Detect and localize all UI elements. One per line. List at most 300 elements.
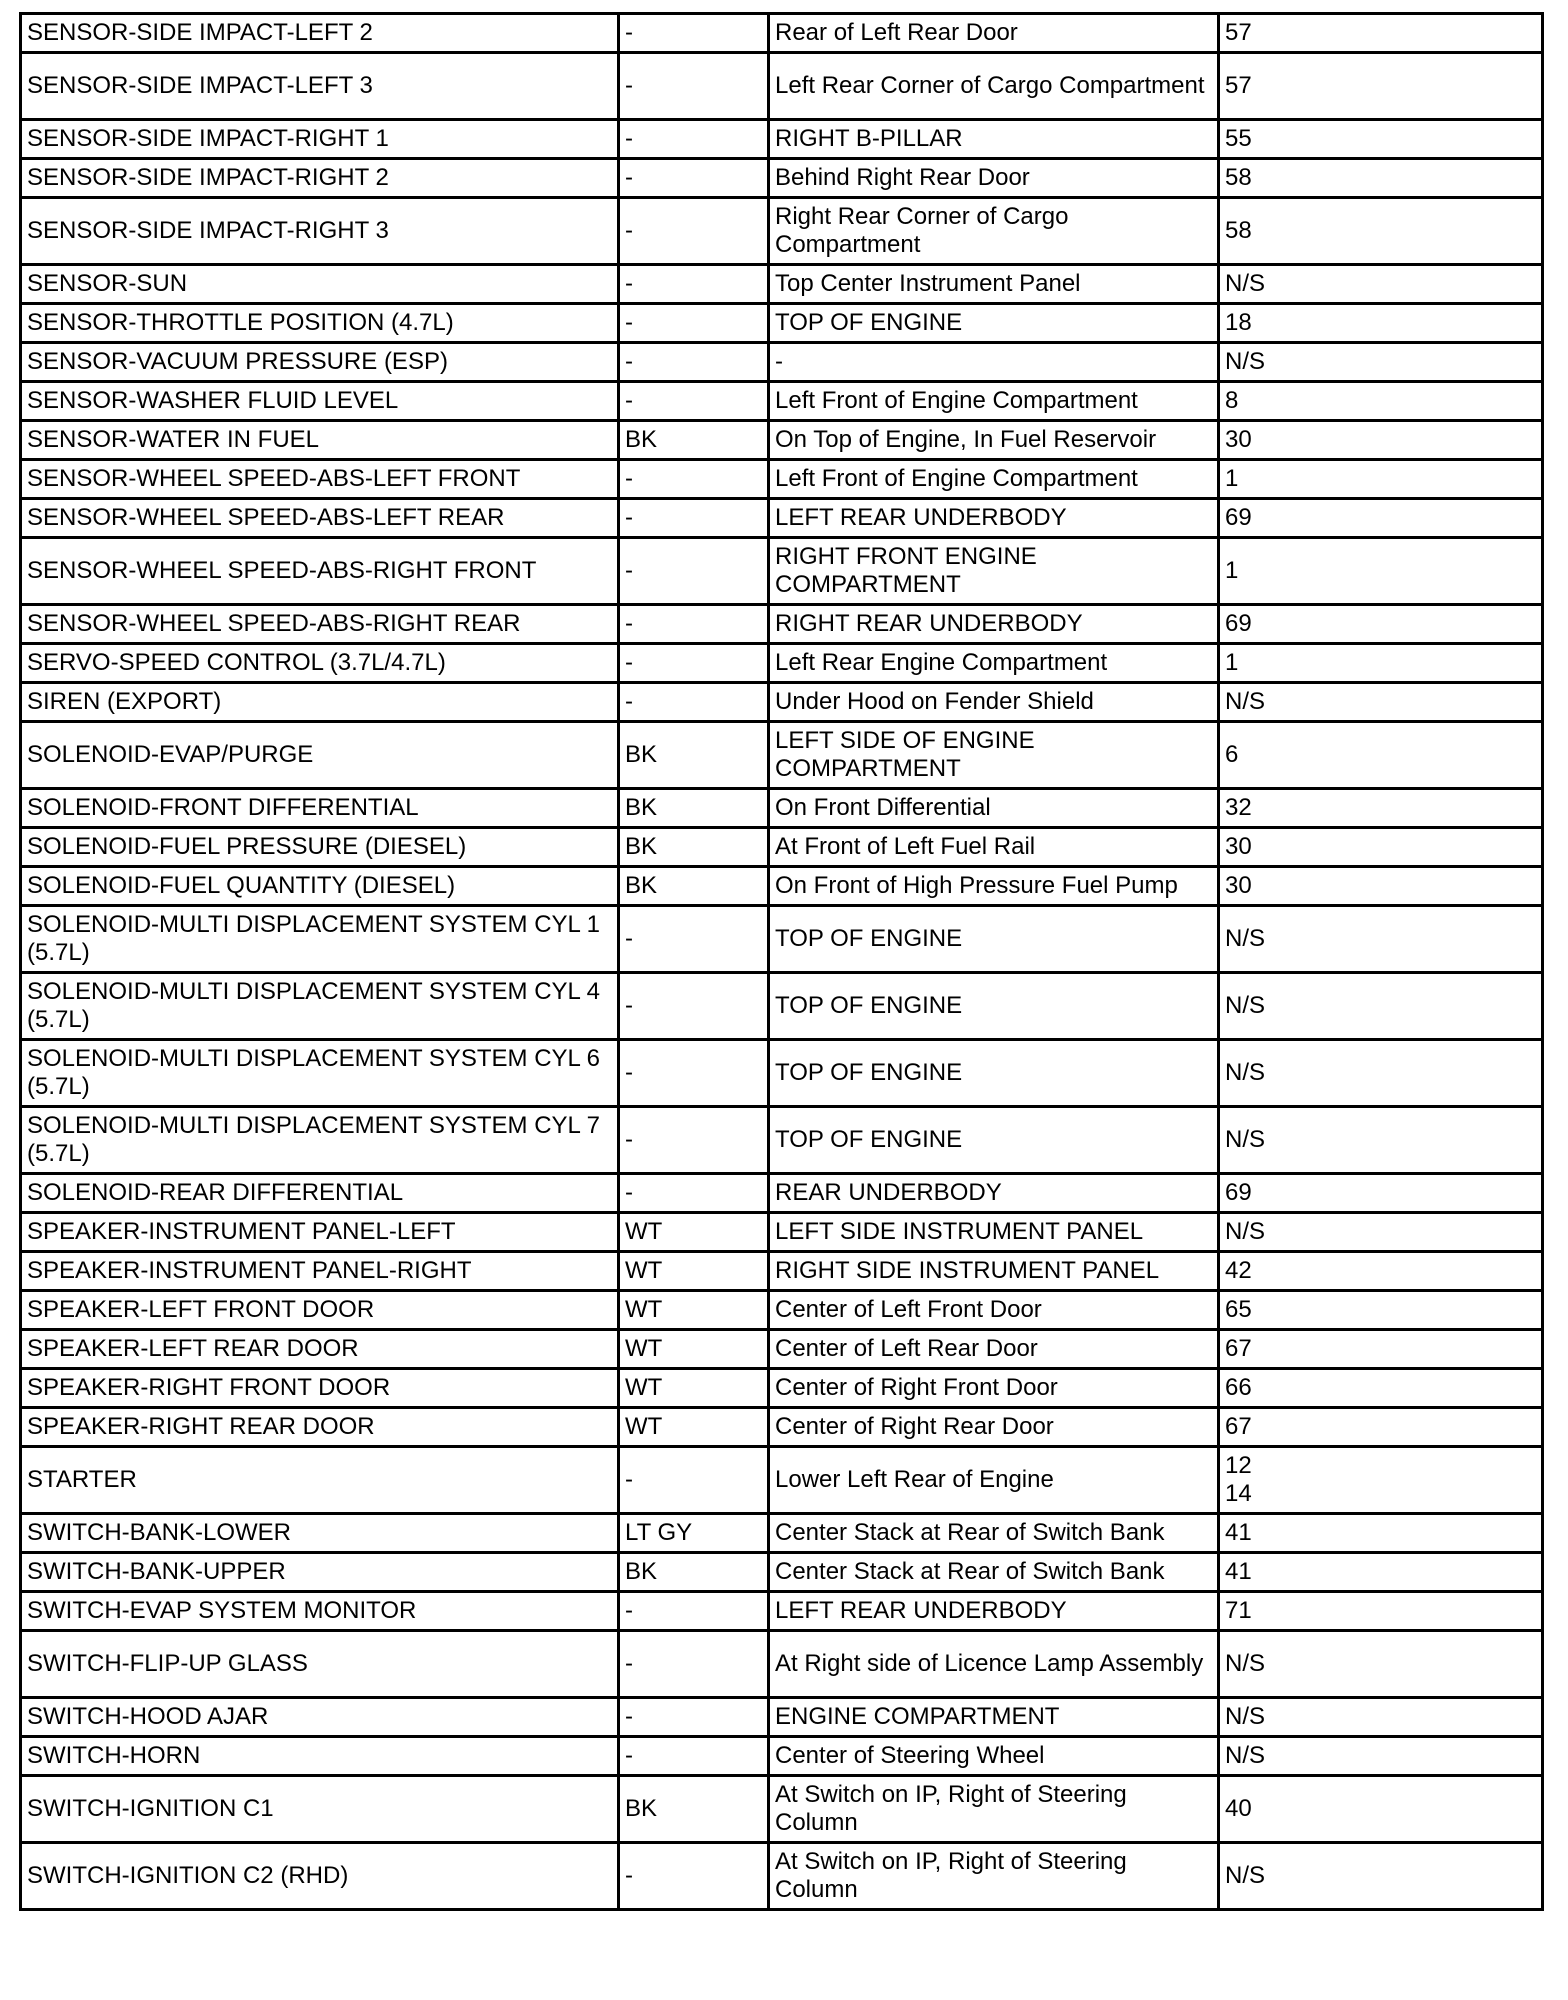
figure-cell-text: 71 — [1225, 1597, 1252, 1624]
location-cell-text: At Front of Left Fuel Rail — [775, 833, 1036, 860]
component-cell-text: SPEAKER-LEFT REAR DOOR — [27, 1335, 359, 1362]
figure-cell — [1219, 1698, 1543, 1737]
table-row — [21, 1843, 1543, 1910]
component-cell-text: SPEAKER-LEFT FRONT DOOR — [27, 1296, 375, 1323]
location-cell — [769, 53, 1219, 120]
component-cell — [21, 499, 619, 538]
connector-color-cell-text: - — [625, 348, 633, 375]
location-cell — [769, 120, 1219, 159]
figure-cell-text: 12 14 — [1225, 1452, 1252, 1507]
table-row — [21, 53, 1543, 120]
component-cell-text: SOLENOID-FUEL QUANTITY (DIESEL) — [27, 872, 456, 899]
table-row — [21, 1698, 1543, 1737]
connector-color-cell — [619, 1252, 769, 1291]
component-cell — [21, 382, 619, 421]
connector-color-cell-text: - — [625, 1126, 633, 1153]
connector-color-cell — [619, 683, 769, 722]
component-cell-text: SWITCH-IGNITION C2 (RHD) — [27, 1862, 349, 1889]
figure-cell — [1219, 382, 1543, 421]
table-row — [21, 1514, 1543, 1553]
component-cell-text: SOLENOID-MULTI DISPLACEMENT SYSTEM CYL 4 (5.7L) — [27, 978, 601, 1033]
figure-cell-text: 57 — [1225, 19, 1252, 46]
connector-color-cell — [619, 1107, 769, 1174]
table-row — [21, 605, 1543, 644]
location-cell — [769, 265, 1219, 304]
component-cell-text: SENSOR-SUN — [27, 270, 188, 297]
figure-cell-text: 55 — [1225, 125, 1252, 152]
figure-cell-text: 69 — [1225, 1179, 1252, 1206]
component-cell — [21, 605, 619, 644]
location-cell — [769, 1291, 1219, 1330]
figure-cell-text: N/S — [1225, 925, 1266, 952]
table-row — [21, 538, 1543, 605]
component-cell — [21, 1447, 619, 1514]
table-row — [21, 1408, 1543, 1447]
component-cell — [21, 1553, 619, 1592]
table-row — [21, 1776, 1543, 1843]
component-cell — [21, 1291, 619, 1330]
component-cell — [21, 1174, 619, 1213]
figure-cell — [1219, 1252, 1543, 1291]
component-cell-text: SENSOR-SIDE IMPACT-RIGHT 3 — [27, 217, 389, 244]
location-cell — [769, 14, 1219, 53]
location-cell — [769, 499, 1219, 538]
connector-color-cell-text: - — [625, 270, 633, 297]
connector-color-cell — [619, 1330, 769, 1369]
connector-color-cell-text: - — [625, 557, 633, 584]
figure-cell — [1219, 1592, 1543, 1631]
component-cell-text: SPEAKER-INSTRUMENT PANEL-LEFT — [27, 1218, 456, 1245]
connector-color-cell-text: BK — [625, 741, 658, 768]
figure-cell — [1219, 644, 1543, 683]
figure-cell-text: 69 — [1225, 610, 1252, 637]
figure-cell — [1219, 460, 1543, 499]
table-row — [21, 683, 1543, 722]
location-cell — [769, 1252, 1219, 1291]
location-cell-text: Center of Right Front Door — [775, 1374, 1058, 1401]
location-cell — [769, 1631, 1219, 1698]
component-cell-text: SENSOR-SIDE IMPACT-RIGHT 2 — [27, 164, 389, 191]
component-cell-text: SENSOR-WASHER FLUID LEVEL — [27, 387, 399, 414]
table-row — [21, 789, 1543, 828]
location-cell — [769, 722, 1219, 789]
figure-cell — [1219, 906, 1543, 973]
component-cell — [21, 159, 619, 198]
figure-cell-text: N/S — [1225, 688, 1266, 715]
connector-color-cell — [619, 265, 769, 304]
figure-cell-text: 30 — [1225, 833, 1252, 860]
connector-color-cell-text: - — [625, 610, 633, 637]
connector-color-cell — [619, 14, 769, 53]
figure-cell-text: N/S — [1225, 270, 1266, 297]
component-cell — [21, 1369, 619, 1408]
connector-color-cell — [619, 1174, 769, 1213]
component-cell-text: SWITCH-BANK-UPPER — [27, 1558, 286, 1585]
figure-cell — [1219, 1291, 1543, 1330]
connector-color-cell — [619, 867, 769, 906]
component-cell — [21, 304, 619, 343]
connector-color-cell-text: - — [625, 465, 633, 492]
figure-cell — [1219, 538, 1543, 605]
location-cell-text: Center Stack at Rear of Switch Bank — [775, 1558, 1165, 1585]
figure-cell — [1219, 1447, 1543, 1514]
figure-cell-text: 1 — [1225, 465, 1239, 492]
component-cell-text: STARTER — [27, 1466, 137, 1493]
table-row — [21, 460, 1543, 499]
connector-color-cell-text: - — [625, 309, 633, 336]
location-cell — [769, 538, 1219, 605]
figure-cell — [1219, 973, 1543, 1040]
location-cell — [769, 1776, 1219, 1843]
table-row — [21, 382, 1543, 421]
figure-cell — [1219, 722, 1543, 789]
location-cell-text: On Top of Engine, In Fuel Reservoir — [775, 426, 1157, 453]
figure-cell-text: 32 — [1225, 794, 1252, 821]
connector-color-cell-text: BK — [625, 833, 658, 860]
component-cell-text: SENSOR-WHEEL SPEED-ABS-LEFT FRONT — [27, 465, 521, 492]
connector-color-cell — [619, 382, 769, 421]
connector-color-cell-text: - — [625, 387, 633, 414]
location-cell — [769, 683, 1219, 722]
connector-color-cell — [619, 538, 769, 605]
location-cell-text: At Switch on IP, Right of Steering Column — [775, 1848, 1127, 1903]
table-row — [21, 1447, 1543, 1514]
component-cell-text: SWITCH-IGNITION C1 — [27, 1795, 274, 1822]
connector-color-cell-text: BK — [625, 426, 658, 453]
connector-color-cell — [619, 343, 769, 382]
figure-cell-text: 8 — [1225, 387, 1239, 414]
figure-cell — [1219, 265, 1543, 304]
location-cell-text: Left Rear Engine Compartment — [775, 649, 1108, 676]
connector-color-cell — [619, 605, 769, 644]
figure-cell — [1219, 1553, 1543, 1592]
figure-cell — [1219, 683, 1543, 722]
component-cell — [21, 1040, 619, 1107]
connector-color-cell-text: WT — [625, 1374, 663, 1401]
connector-color-cell — [619, 304, 769, 343]
location-cell-text: Center of Left Rear Door — [775, 1335, 1038, 1362]
component-cell — [21, 1843, 619, 1910]
location-cell-text: TOP OF ENGINE — [775, 992, 963, 1019]
connector-color-cell-text: BK — [625, 1795, 658, 1822]
component-cell — [21, 343, 619, 382]
location-cell — [769, 1107, 1219, 1174]
table-row — [21, 867, 1543, 906]
table-row — [21, 304, 1543, 343]
figure-cell — [1219, 828, 1543, 867]
component-cell-text: SWITCH-BANK-LOWER — [27, 1519, 291, 1546]
table-body — [21, 14, 1543, 1910]
location-cell — [769, 1040, 1219, 1107]
location-cell-text: Left Rear Corner of Cargo Compartment — [775, 72, 1205, 99]
figure-cell-text: N/S — [1225, 1650, 1266, 1677]
component-cell-text: SWITCH-EVAP SYSTEM MONITOR — [27, 1597, 417, 1624]
figure-cell — [1219, 14, 1543, 53]
figure-cell-text: 69 — [1225, 504, 1252, 531]
figure-cell-text: 1 — [1225, 557, 1239, 584]
location-cell — [769, 644, 1219, 683]
component-cell — [21, 1213, 619, 1252]
figure-cell-text: 42 — [1225, 1257, 1252, 1284]
location-cell — [769, 973, 1219, 1040]
connector-color-cell — [619, 1447, 769, 1514]
connector-color-cell — [619, 1553, 769, 1592]
table-row — [21, 120, 1543, 159]
connector-color-cell-text: BK — [625, 1558, 658, 1585]
component-cell-text: SPEAKER-INSTRUMENT PANEL-RIGHT — [27, 1257, 472, 1284]
component-cell — [21, 644, 619, 683]
figure-cell — [1219, 1843, 1543, 1910]
location-cell-text: Center of Steering Wheel — [775, 1742, 1045, 1769]
component-cell-text: SWITCH-HOOD AJAR — [27, 1703, 269, 1730]
component-cell — [21, 1631, 619, 1698]
figure-cell — [1219, 159, 1543, 198]
component-cell-text: SOLENOID-MULTI DISPLACEMENT SYSTEM CYL 1 (5.7L) — [27, 911, 601, 966]
component-cell — [21, 722, 619, 789]
table-row — [21, 499, 1543, 538]
location-cell — [769, 1737, 1219, 1776]
location-cell — [769, 1592, 1219, 1631]
location-cell-text: TOP OF ENGINE — [775, 1059, 963, 1086]
connector-color-cell-text: - — [625, 72, 633, 99]
connector-color-cell — [619, 1040, 769, 1107]
component-cell — [21, 828, 619, 867]
figure-cell — [1219, 421, 1543, 460]
connector-color-cell-text: LT GY — [625, 1519, 693, 1546]
figure-cell — [1219, 867, 1543, 906]
location-cell — [769, 1408, 1219, 1447]
connector-color-cell — [619, 53, 769, 120]
location-cell-text: Center of Left Front Door — [775, 1296, 1042, 1323]
location-cell — [769, 828, 1219, 867]
table-row — [21, 1369, 1543, 1408]
component-cell — [21, 1330, 619, 1369]
component-cell-text: SERVO-SPEED CONTROL (3.7L/4.7L) — [27, 649, 446, 676]
location-cell-text: Under Hood on Fender Shield — [775, 688, 1094, 715]
component-cell-text: SENSOR-WHEEL SPEED-ABS-LEFT REAR — [27, 504, 505, 531]
connector-color-cell-text: WT — [625, 1413, 663, 1440]
connector-color-cell — [619, 973, 769, 1040]
figure-cell — [1219, 120, 1543, 159]
location-cell-text: LEFT REAR UNDERBODY — [775, 504, 1067, 531]
location-cell — [769, 1843, 1219, 1910]
location-cell — [769, 906, 1219, 973]
table-row — [21, 1330, 1543, 1369]
figure-cell-text: N/S — [1225, 1742, 1266, 1769]
location-cell-text: Right Rear Corner of Cargo Compartment — [775, 203, 1069, 258]
table-row — [21, 1737, 1543, 1776]
location-cell — [769, 343, 1219, 382]
connector-color-cell-text: - — [625, 19, 633, 46]
connector-color-cell-text: - — [625, 1059, 633, 1086]
figure-cell-text: 41 — [1225, 1519, 1252, 1546]
table-row — [21, 644, 1543, 683]
connector-color-cell — [619, 906, 769, 973]
connector-color-cell — [619, 644, 769, 683]
figure-cell-text: N/S — [1225, 1703, 1266, 1730]
location-cell-text: TOP OF ENGINE — [775, 309, 963, 336]
table-row — [21, 159, 1543, 198]
component-location-sheet — [19, 12, 1541, 1911]
table-row — [21, 1553, 1543, 1592]
connector-color-cell-text: WT — [625, 1218, 663, 1245]
connector-color-cell — [619, 1737, 769, 1776]
component-cell — [21, 973, 619, 1040]
figure-cell — [1219, 1631, 1543, 1698]
connector-color-cell — [619, 460, 769, 499]
figure-cell-text: 1 — [1225, 649, 1239, 676]
component-cell — [21, 1737, 619, 1776]
location-cell — [769, 1514, 1219, 1553]
component-cell-text: SENSOR-SIDE IMPACT-LEFT 3 — [27, 72, 373, 99]
location-cell-text: RIGHT B-PILLAR — [775, 125, 963, 152]
figure-cell — [1219, 1213, 1543, 1252]
table-row — [21, 1631, 1543, 1698]
location-cell-text: TOP OF ENGINE — [775, 1126, 963, 1153]
component-cell — [21, 1514, 619, 1553]
figure-cell-text: N/S — [1225, 1126, 1266, 1153]
connector-color-cell — [619, 1698, 769, 1737]
location-cell-text: Left Front of Engine Compartment — [775, 387, 1138, 414]
table-row — [21, 421, 1543, 460]
component-cell-text: SOLENOID-MULTI DISPLACEMENT SYSTEM CYL 6 (5.7L) — [27, 1045, 601, 1100]
component-cell — [21, 120, 619, 159]
location-cell — [769, 1447, 1219, 1514]
connector-color-cell-text: - — [625, 1742, 633, 1769]
figure-cell — [1219, 1330, 1543, 1369]
component-cell — [21, 1592, 619, 1631]
table-row — [21, 906, 1543, 973]
figure-cell — [1219, 198, 1543, 265]
location-cell-text: TOP OF ENGINE — [775, 925, 963, 952]
component-cell-text: SOLENOID-MULTI DISPLACEMENT SYSTEM CYL 7 (5.7L) — [27, 1112, 601, 1167]
location-cell-text: LEFT REAR UNDERBODY — [775, 1597, 1067, 1624]
component-cell-text: SENSOR-WHEEL SPEED-ABS-RIGHT FRONT — [27, 557, 537, 584]
component-cell-text: SENSOR-WATER IN FUEL — [27, 426, 320, 453]
connector-color-cell-text: WT — [625, 1296, 663, 1323]
component-cell — [21, 1408, 619, 1447]
table-row — [21, 265, 1543, 304]
location-cell-text: - — [775, 348, 783, 375]
connector-color-cell — [619, 828, 769, 867]
component-cell — [21, 1698, 619, 1737]
location-cell-text: LEFT SIDE OF ENGINE COMPARTMENT — [775, 727, 1035, 782]
figure-cell-text: N/S — [1225, 992, 1266, 1019]
location-cell — [769, 421, 1219, 460]
location-cell-text: Behind Right Rear Door — [775, 164, 1030, 191]
component-cell-text: SENSOR-WHEEL SPEED-ABS-RIGHT REAR — [27, 610, 521, 637]
connector-color-cell — [619, 120, 769, 159]
connector-color-cell — [619, 1776, 769, 1843]
figure-cell-text: 66 — [1225, 1374, 1252, 1401]
table-row — [21, 1252, 1543, 1291]
location-cell — [769, 159, 1219, 198]
figure-cell — [1219, 605, 1543, 644]
table-row — [21, 14, 1543, 53]
component-cell — [21, 14, 619, 53]
table-row — [21, 343, 1543, 382]
component-cell — [21, 198, 619, 265]
component-cell-text: SIREN (EXPORT) — [27, 688, 222, 715]
location-cell — [769, 1213, 1219, 1252]
component-cell-text: SWITCH-FLIP-UP GLASS — [27, 1650, 308, 1677]
component-cell — [21, 421, 619, 460]
component-cell-text: SPEAKER-RIGHT REAR DOOR — [27, 1413, 375, 1440]
location-cell — [769, 867, 1219, 906]
figure-cell-text: N/S — [1225, 348, 1266, 375]
figure-cell-text: N/S — [1225, 1862, 1266, 1889]
table-row — [21, 1040, 1543, 1107]
figure-cell-text: 40 — [1225, 1795, 1252, 1822]
component-cell — [21, 1107, 619, 1174]
table-row — [21, 198, 1543, 265]
figure-cell — [1219, 1107, 1543, 1174]
location-cell-text: Left Front of Engine Compartment — [775, 465, 1138, 492]
location-cell — [769, 789, 1219, 828]
connector-color-cell — [619, 1408, 769, 1447]
component-cell — [21, 53, 619, 120]
connector-color-cell — [619, 722, 769, 789]
figure-cell-text: 58 — [1225, 164, 1252, 191]
figure-cell-text: 65 — [1225, 1296, 1252, 1323]
figure-cell — [1219, 1174, 1543, 1213]
connector-color-cell-text: - — [625, 992, 633, 1019]
location-cell-text: LEFT SIDE INSTRUMENT PANEL — [775, 1218, 1144, 1245]
table-row — [21, 722, 1543, 789]
connector-color-cell — [619, 159, 769, 198]
location-cell — [769, 1174, 1219, 1213]
figure-cell-text: 67 — [1225, 1413, 1252, 1440]
location-cell — [769, 460, 1219, 499]
figure-cell — [1219, 1737, 1543, 1776]
component-cell — [21, 867, 619, 906]
figure-cell — [1219, 1514, 1543, 1553]
location-cell — [769, 605, 1219, 644]
table-row — [21, 828, 1543, 867]
connector-color-cell-text: - — [625, 1650, 633, 1677]
connector-color-cell-text: - — [625, 1703, 633, 1730]
connector-color-cell-text: - — [625, 649, 633, 676]
connector-color-cell — [619, 1843, 769, 1910]
component-cell — [21, 538, 619, 605]
table-row — [21, 1174, 1543, 1213]
connector-color-cell-text: - — [625, 164, 633, 191]
location-cell — [769, 1330, 1219, 1369]
location-cell-text: On Front of High Pressure Fuel Pump — [775, 872, 1178, 899]
component-cell-text: SOLENOID-EVAP/PURGE — [27, 741, 314, 768]
location-cell-text: At Right side of Licence Lamp Assembly — [775, 1650, 1204, 1677]
figure-cell — [1219, 789, 1543, 828]
connector-color-cell — [619, 1291, 769, 1330]
figure-cell-text: 30 — [1225, 426, 1252, 453]
figure-cell-text: 18 — [1225, 309, 1252, 336]
connector-color-cell-text: BK — [625, 872, 658, 899]
component-cell-text: SWITCH-HORN — [27, 1742, 201, 1769]
component-cell-text: SENSOR-SIDE IMPACT-RIGHT 1 — [27, 125, 389, 152]
component-cell-text: SOLENOID-FRONT DIFFERENTIAL — [27, 794, 419, 821]
connector-color-cell-text: - — [625, 1597, 633, 1624]
connector-color-cell — [619, 1213, 769, 1252]
component-cell-text: SOLENOID-REAR DIFFERENTIAL — [27, 1179, 404, 1206]
figure-cell-text: 67 — [1225, 1335, 1252, 1362]
figure-cell-text: 58 — [1225, 217, 1252, 244]
component-cell — [21, 1252, 619, 1291]
location-cell — [769, 382, 1219, 421]
component-cell — [21, 460, 619, 499]
figure-cell — [1219, 1040, 1543, 1107]
table-row — [21, 1107, 1543, 1174]
component-cell — [21, 683, 619, 722]
